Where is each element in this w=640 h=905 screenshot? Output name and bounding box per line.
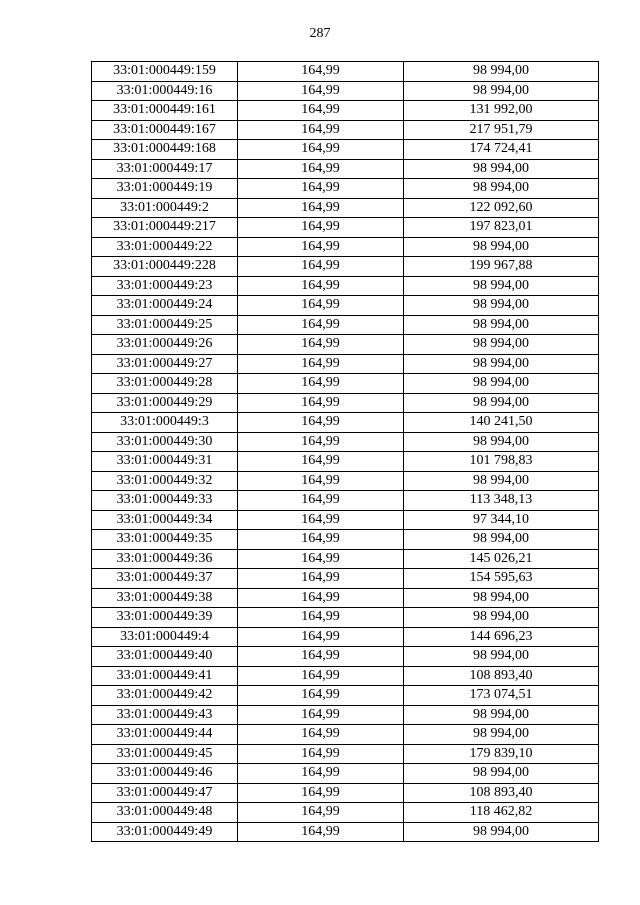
table-row	[92, 803, 599, 823]
rate-cell: 164,99	[238, 354, 404, 374]
cadastral-value-cell: 98 994,00	[404, 432, 599, 452]
cadastral-number-cell: 33:01:000449:45	[92, 744, 238, 764]
cadastral-number-cell: 33:01:000449:32	[92, 471, 238, 491]
table-row	[92, 198, 599, 218]
cadastral-number-cell: 33:01:000449:2	[92, 198, 238, 218]
rate-cell: 164,99	[238, 101, 404, 121]
table-row	[92, 510, 599, 530]
table-row	[92, 159, 599, 179]
cadastral-value-cell: 131 992,00	[404, 101, 599, 121]
cadastral-number-cell: 33:01:000449:30	[92, 432, 238, 452]
rate-cell: 164,99	[238, 822, 404, 842]
rate-cell: 164,99	[238, 530, 404, 550]
cadastral-value-cell: 98 994,00	[404, 608, 599, 628]
rate-cell: 164,99	[238, 452, 404, 472]
table-row	[92, 413, 599, 433]
cadastral-value-cell: 108 893,40	[404, 783, 599, 803]
rate-cell: 164,99	[238, 315, 404, 335]
cadastral-number-cell: 33:01:000449:168	[92, 140, 238, 160]
rate-cell: 164,99	[238, 198, 404, 218]
rate-cell: 164,99	[238, 140, 404, 160]
rate-cell: 164,99	[238, 237, 404, 257]
rate-cell: 164,99	[238, 705, 404, 725]
cadastral-number-cell: 33:01:000449:26	[92, 335, 238, 355]
table-row	[92, 491, 599, 511]
table-row	[92, 588, 599, 608]
cadastral-number-cell: 33:01:000449:43	[92, 705, 238, 725]
cadastral-number-cell: 33:01:000449:27	[92, 354, 238, 374]
table-row	[92, 569, 599, 589]
table-row	[92, 608, 599, 628]
cadastral-value-cell: 98 994,00	[404, 179, 599, 199]
cadastral-number-cell: 33:01:000449:4	[92, 627, 238, 647]
table-row	[92, 354, 599, 374]
cadastral-number-cell: 33:01:000449:41	[92, 666, 238, 686]
cadastral-value-cell: 173 074,51	[404, 686, 599, 706]
rate-cell: 164,99	[238, 296, 404, 316]
cadastral-number-cell: 33:01:000449:217	[92, 218, 238, 238]
cadastral-number-cell: 33:01:000449:23	[92, 276, 238, 296]
cadastral-number-cell: 33:01:000449:161	[92, 101, 238, 121]
rate-cell: 164,99	[238, 666, 404, 686]
table-row	[92, 81, 599, 101]
cadastral-value-cell: 98 994,00	[404, 315, 599, 335]
cadastral-number-cell: 33:01:000449:36	[92, 549, 238, 569]
cadastral-value-cell: 98 994,00	[404, 725, 599, 745]
cadastral-number-cell: 33:01:000449:31	[92, 452, 238, 472]
cadastral-value-cell: 97 344,10	[404, 510, 599, 530]
page-number: 287	[309, 26, 331, 41]
cadastral-value-cell: 154 595,63	[404, 569, 599, 589]
rate-cell: 164,99	[238, 413, 404, 433]
cadastral-number-cell: 33:01:000449:48	[92, 803, 238, 823]
cadastral-number-cell: 33:01:000449:16	[92, 81, 238, 101]
rate-cell: 164,99	[238, 374, 404, 394]
table-row	[92, 315, 599, 335]
rate-cell: 164,99	[238, 744, 404, 764]
cadastral-value-cell: 98 994,00	[404, 276, 599, 296]
table-row	[92, 471, 599, 491]
cadastral-number-cell: 33:01:000449:19	[92, 179, 238, 199]
rate-cell: 164,99	[238, 159, 404, 179]
cadastral-value-cell: 108 893,40	[404, 666, 599, 686]
cadastral-value-cell: 179 839,10	[404, 744, 599, 764]
table-row	[92, 179, 599, 199]
rate-cell: 164,99	[238, 218, 404, 238]
rate-cell: 164,99	[238, 257, 404, 277]
rate-cell: 164,99	[238, 783, 404, 803]
cadastral-number-cell: 33:01:000449:159	[92, 62, 238, 82]
rate-cell: 164,99	[238, 276, 404, 296]
cadastral-value-cell: 98 994,00	[404, 81, 599, 101]
table-row	[92, 705, 599, 725]
cadastral-number-cell: 33:01:000449:37	[92, 569, 238, 589]
table-row	[92, 627, 599, 647]
cadastral-value-cell: 140 241,50	[404, 413, 599, 433]
rate-cell: 164,99	[238, 62, 404, 82]
cadastral-value-cell: 122 092,60	[404, 198, 599, 218]
cadastral-number-cell: 33:01:000449:39	[92, 608, 238, 628]
table-row	[92, 296, 599, 316]
table-row	[92, 62, 599, 82]
table-row	[92, 549, 599, 569]
rate-cell: 164,99	[238, 393, 404, 413]
table-row	[92, 101, 599, 121]
table-row	[92, 276, 599, 296]
rate-cell: 164,99	[238, 725, 404, 745]
cadastral-number-cell: 33:01:000449:24	[92, 296, 238, 316]
cadastral-number-cell: 33:01:000449:46	[92, 764, 238, 784]
cadastral-value-cell: 98 994,00	[404, 159, 599, 179]
table-row	[92, 374, 599, 394]
rate-cell: 164,99	[238, 510, 404, 530]
table-row	[92, 725, 599, 745]
cadastral-value-cell: 98 994,00	[404, 588, 599, 608]
table-row	[92, 218, 599, 238]
table-row	[92, 764, 599, 784]
rate-cell: 164,99	[238, 647, 404, 667]
rate-cell: 164,99	[238, 608, 404, 628]
cadastral-value-cell: 98 994,00	[404, 705, 599, 725]
cadastral-value-cell: 98 994,00	[404, 296, 599, 316]
cadastral-value-cell: 98 994,00	[404, 374, 599, 394]
table-row	[92, 666, 599, 686]
cadastral-value-cell: 98 994,00	[404, 471, 599, 491]
table-row	[92, 120, 599, 140]
cadastral-value-cell: 217 951,79	[404, 120, 599, 140]
table-row	[92, 335, 599, 355]
cadastral-value-cell: 145 026,21	[404, 549, 599, 569]
rate-cell: 164,99	[238, 120, 404, 140]
cadastral-value-cell: 98 994,00	[404, 237, 599, 257]
rate-cell: 164,99	[238, 179, 404, 199]
cadastral-number-cell: 33:01:000449:40	[92, 647, 238, 667]
cadastral-value-cell: 144 696,23	[404, 627, 599, 647]
table-body	[92, 62, 599, 842]
table-row	[92, 237, 599, 257]
table-row	[92, 744, 599, 764]
cadastral-value-cell: 197 823,01	[404, 218, 599, 238]
table-row	[92, 822, 599, 842]
cadastral-number-cell: 33:01:000449:28	[92, 374, 238, 394]
rate-cell: 164,99	[238, 432, 404, 452]
cadastral-value-cell: 118 462,82	[404, 803, 599, 823]
cadastral-value-cell: 98 994,00	[404, 647, 599, 667]
cadastral-number-cell: 33:01:000449:34	[92, 510, 238, 530]
rate-cell: 164,99	[238, 627, 404, 647]
rate-cell: 164,99	[238, 764, 404, 784]
cadastral-value-cell: 98 994,00	[404, 393, 599, 413]
cadastral-number-cell: 33:01:000449:35	[92, 530, 238, 550]
cadastral-number-cell: 33:01:000449:22	[92, 237, 238, 257]
cadastral-number-cell: 33:01:000449:25	[92, 315, 238, 335]
rate-cell: 164,99	[238, 569, 404, 589]
cadastral-number-cell: 33:01:000449:228	[92, 257, 238, 277]
table-row	[92, 783, 599, 803]
cadastral-value-cell: 199 967,88	[404, 257, 599, 277]
rate-cell: 164,99	[238, 491, 404, 511]
table-row	[92, 257, 599, 277]
cadastral-value-cell: 101 798,83	[404, 452, 599, 472]
table-row	[92, 647, 599, 667]
table-row	[92, 432, 599, 452]
rate-cell: 164,99	[238, 471, 404, 491]
cadastral-number-cell: 33:01:000449:38	[92, 588, 238, 608]
cadastral-number-cell: 33:01:000449:47	[92, 783, 238, 803]
cadastral-number-cell: 33:01:000449:29	[92, 393, 238, 413]
cadastral-number-cell: 33:01:000449:33	[92, 491, 238, 511]
table-row	[92, 530, 599, 550]
cadastral-value-cell: 98 994,00	[404, 62, 599, 82]
cadastral-number-cell: 33:01:000449:49	[92, 822, 238, 842]
rate-cell: 164,99	[238, 81, 404, 101]
cadastral-value-cell: 98 994,00	[404, 764, 599, 784]
cadastral-value-cell: 98 994,00	[404, 335, 599, 355]
rate-cell: 164,99	[238, 686, 404, 706]
cadastral-value-table	[91, 61, 599, 842]
cadastral-number-cell: 33:01:000449:42	[92, 686, 238, 706]
rate-cell: 164,99	[238, 803, 404, 823]
cadastral-number-cell: 33:01:000449:3	[92, 413, 238, 433]
rate-cell: 164,99	[238, 588, 404, 608]
cadastral-number-cell: 33:01:000449:167	[92, 120, 238, 140]
table-row	[92, 452, 599, 472]
table-row	[92, 686, 599, 706]
table-row	[92, 393, 599, 413]
cadastral-value-cell: 174 724,41	[404, 140, 599, 160]
cadastral-number-cell: 33:01:000449:17	[92, 159, 238, 179]
table-row	[92, 140, 599, 160]
rate-cell: 164,99	[238, 549, 404, 569]
cadastral-value-cell: 98 994,00	[404, 822, 599, 842]
cadastral-value-cell: 98 994,00	[404, 530, 599, 550]
cadastral-value-cell: 113 348,13	[404, 491, 599, 511]
rate-cell: 164,99	[238, 335, 404, 355]
cadastral-value-cell: 98 994,00	[404, 354, 599, 374]
cadastral-number-cell: 33:01:000449:44	[92, 725, 238, 745]
